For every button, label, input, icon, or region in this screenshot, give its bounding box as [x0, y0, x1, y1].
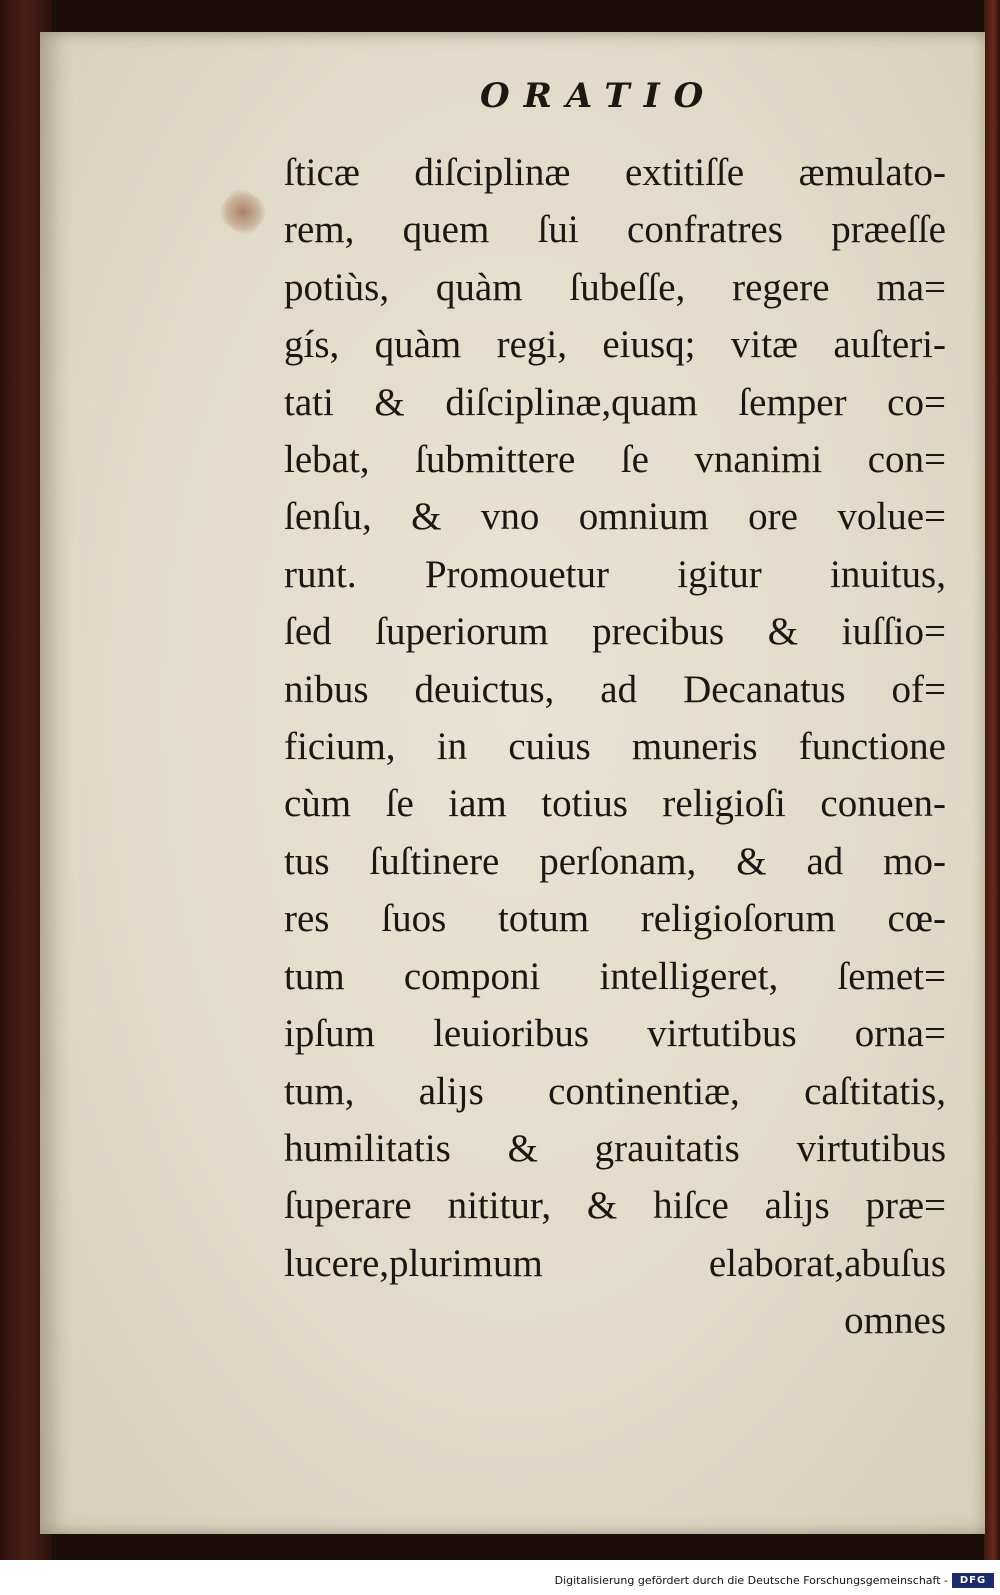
dfg-logo: DFG [952, 1573, 994, 1588]
text-line: tum, aliȷs continentiæ, caſtitatis, [284, 1069, 946, 1113]
catchword: omnes [844, 1299, 946, 1343]
text-line: lucere,plurimum elaborat,abuſus [284, 1241, 946, 1285]
text-line: ſticæ diſciplinæ extitiſſe æmulato- [284, 151, 946, 194]
text-line: tati & diſciplinæ,quam ſemper co= [284, 380, 946, 424]
running-head: ORATIO [480, 76, 718, 116]
funding-credit: Digitalisierung gefördert durch die Deutsche Forschungsgemeinschaft - [554, 1574, 948, 1587]
text-line: humilitatis & grauitatis virtutibus [284, 1126, 946, 1170]
text-line: rem, quem ſui confratres præeſſe [284, 208, 946, 252]
text-line: potiùs, quàm ſubeſſe, regere ma= [284, 265, 946, 309]
footer-bar [0, 1560, 1000, 1595]
text-line: ipſum leuioribus virtutibus orna= [284, 1012, 946, 1056]
text-line: ſuperare nititur, & hiſce aliȷs præ= [284, 1184, 946, 1228]
text-line: ficium, in cuius muneris functione [284, 725, 946, 769]
text-line: res ſuos totum religioſorum cœ- [284, 897, 946, 941]
text-line: ſed ſuperiorum precibus & iuſſio= [284, 610, 946, 654]
page-edge [984, 0, 1000, 1560]
text-line: gís, quàm regi, eiusq; vitæ auſteri- [284, 323, 946, 367]
text-line: runt. Promouetur igitur inuitus, [284, 552, 946, 596]
text-line: tum componi intelligeret, ſemet= [284, 954, 946, 998]
paper-stain [214, 184, 271, 241]
body-text [284, 144, 946, 1350]
text-line: lebat, ſubmittere ſe vnanimi con= [284, 438, 946, 482]
text-line: tus ſuſtinere perſonam, & ad mo- [284, 839, 946, 883]
text-line: nibus deuictus, ad Decanatus of= [284, 667, 946, 711]
text-line: cùm ſe iam totius religioſi conuen- [284, 782, 946, 826]
text-line: ſenſu, & vno omnium ore volue= [284, 495, 946, 539]
book-page [40, 32, 985, 1534]
